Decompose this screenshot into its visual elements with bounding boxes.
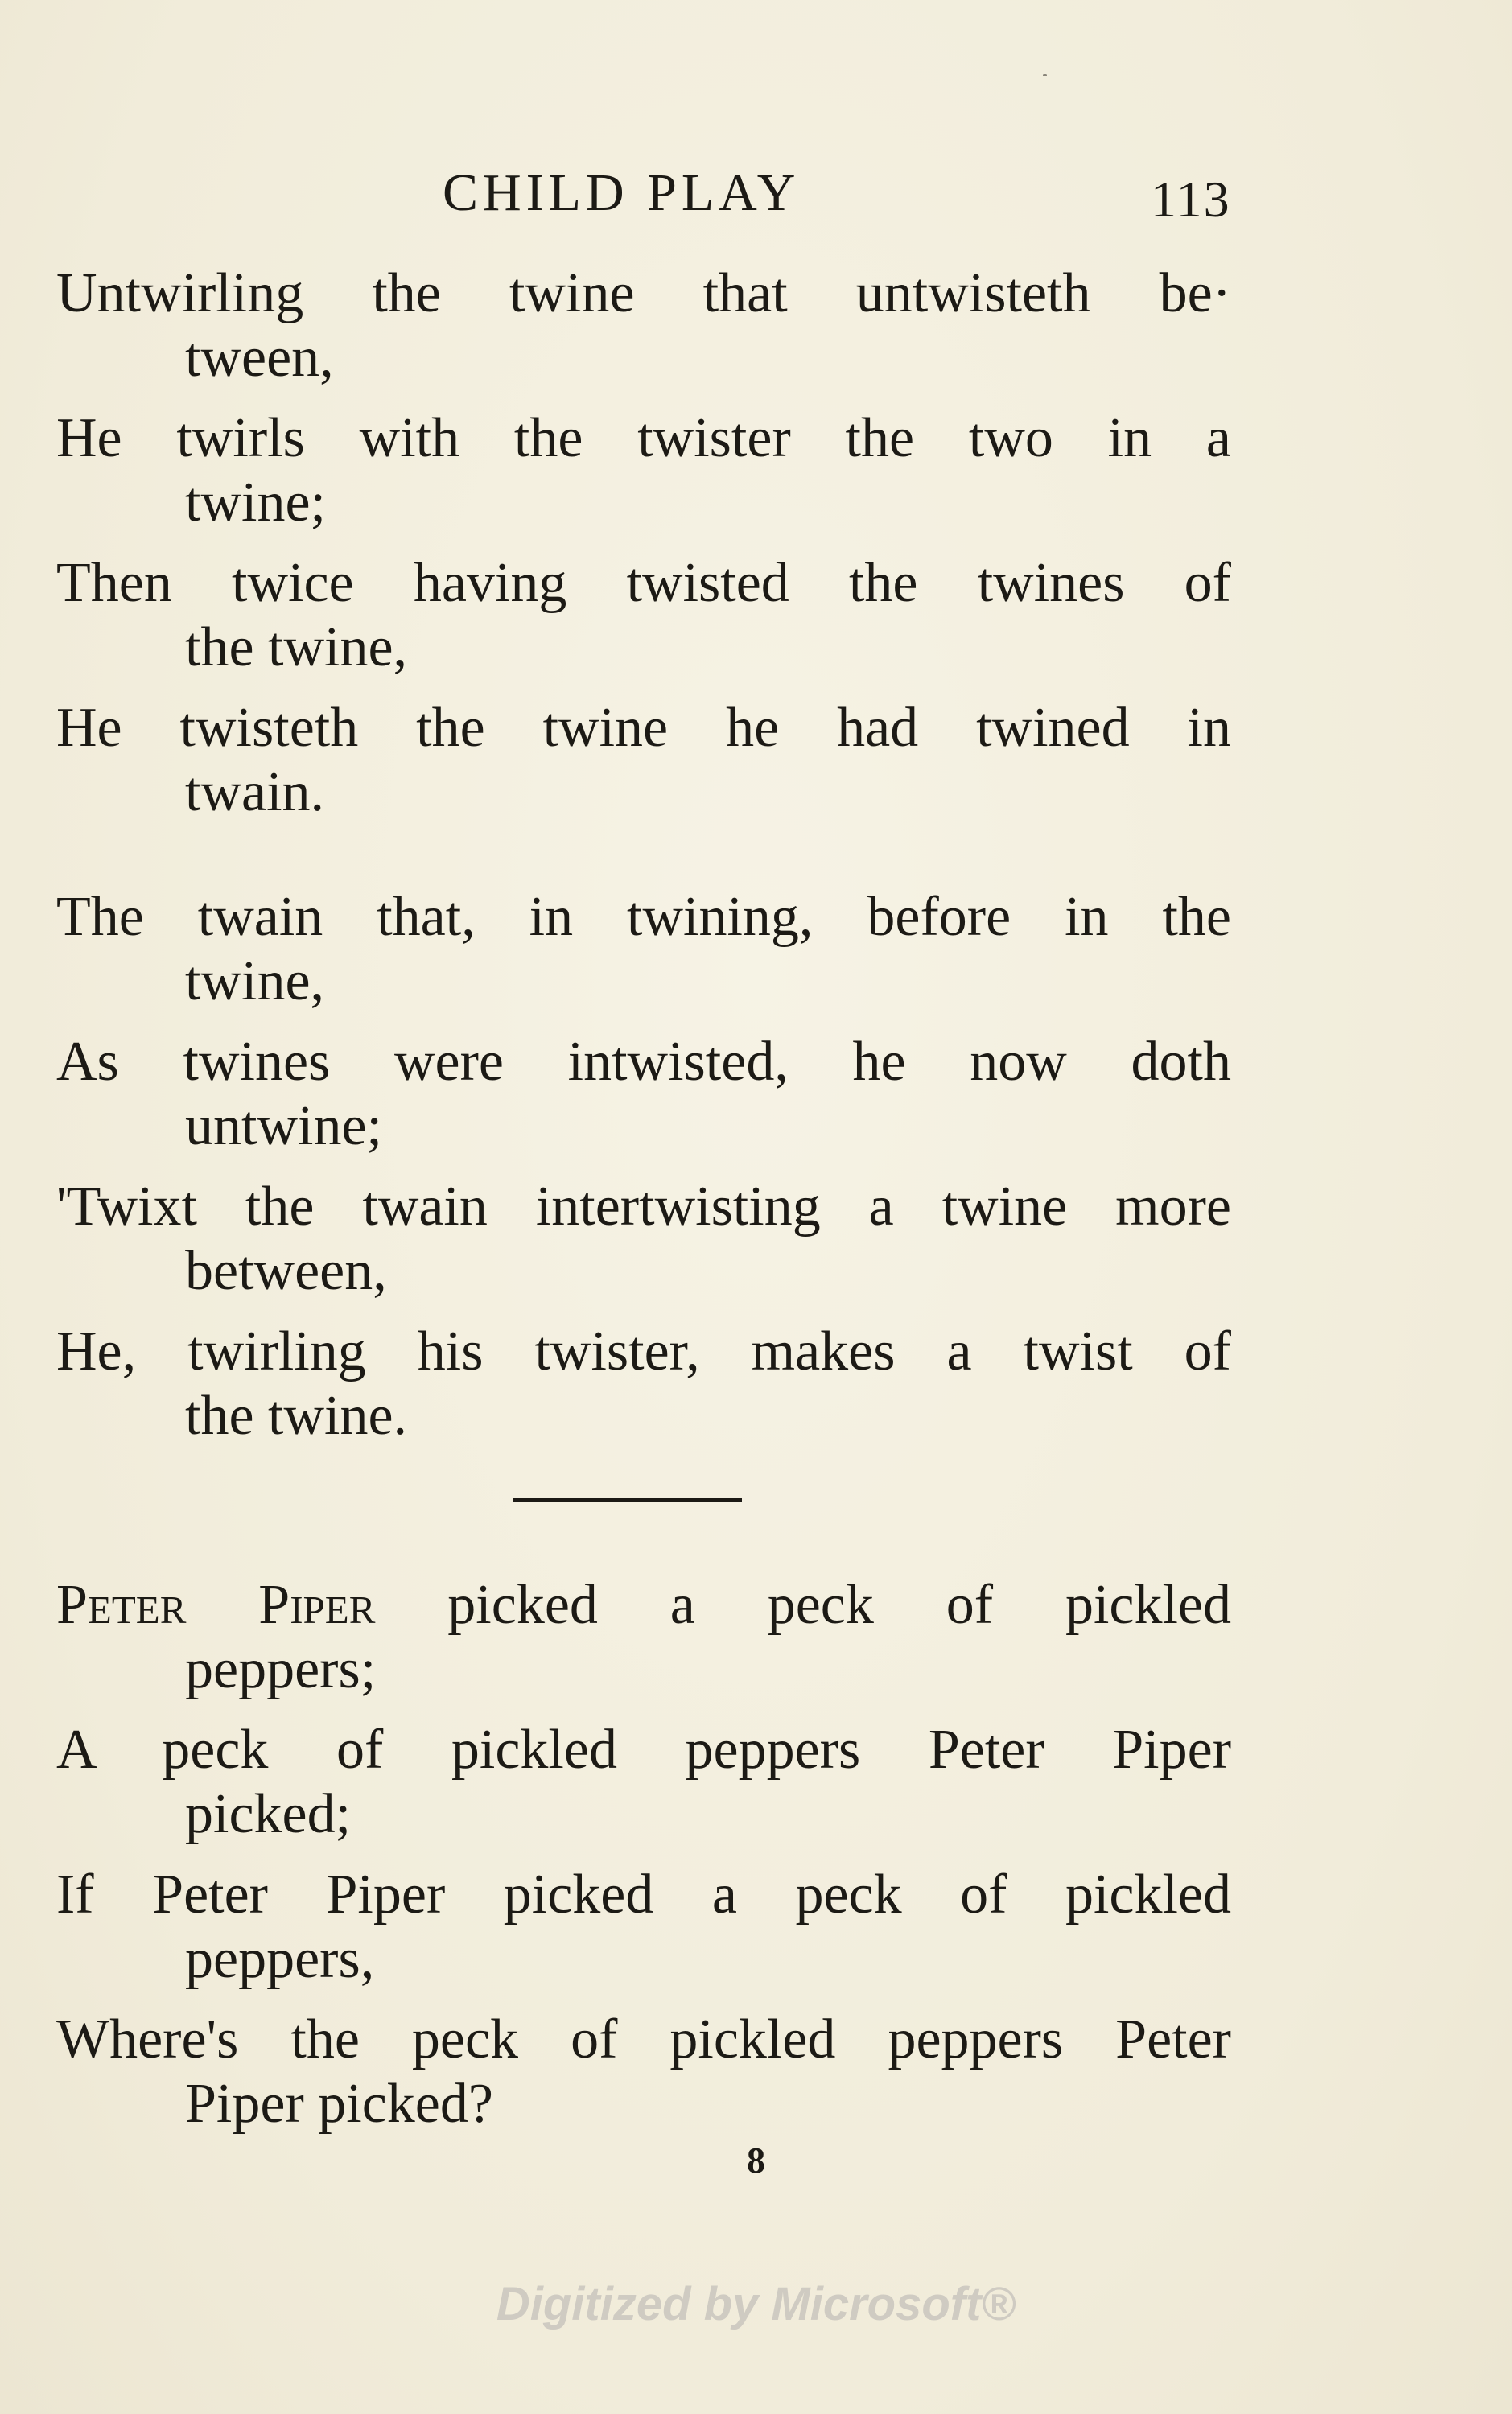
- verse-line-text: If Peter Piper picked a peck of pickled: [56, 1864, 1231, 1926]
- verse-line-continuation: between,: [185, 1240, 387, 1302]
- verse-line-continuation: the twine,: [185, 616, 408, 678]
- verse-line-continuation: the twine.: [185, 1385, 408, 1447]
- verse-line-text: Where's the peck of pickled peppers Peter: [56, 2008, 1231, 2070]
- verse-line: [56, 1030, 1231, 1159]
- verse-line-text: Then twice having twisted the twines of: [56, 552, 1231, 614]
- page-header: [0, 157, 1512, 229]
- stanza-3: [56, 1573, 1231, 2152]
- verse-line-text: [56, 1573, 1231, 1637]
- verse-line: [56, 1573, 1231, 1702]
- verse-line-continuation: peppers,: [185, 1928, 375, 1990]
- verse-line-remainder: picked a peck of pickled: [375, 1574, 1232, 1636]
- verse-line-text: He twirls with the twister the two in a: [56, 407, 1231, 469]
- verse-line-text: A peck of pickled peppers Peter Piper: [56, 1719, 1231, 1781]
- verse-line-continuation: Piper picked?: [185, 2073, 493, 2135]
- running-head: CHILD PLAY: [443, 163, 801, 222]
- verse-line: [56, 406, 1231, 535]
- verse-line-continuation: picked;: [185, 1783, 352, 1845]
- small-caps-name: Peter Piper: [56, 1574, 376, 1636]
- verse-line-text: He, twirling his twister, makes a twist of: [56, 1320, 1231, 1382]
- verse-line-text: Untwirling the twine that untwisteth be·: [56, 262, 1231, 324]
- verse-line: [56, 1718, 1231, 1847]
- verse-line: [56, 696, 1231, 825]
- verse-line-continuation: tween,: [185, 327, 334, 389]
- verse-line-text: The twain that, in twining, before in the: [56, 886, 1231, 948]
- verse-line-text: As twines were intwisted, he now doth: [56, 1031, 1231, 1093]
- ink-speck: [1043, 74, 1047, 76]
- stanza-1: [56, 262, 1231, 841]
- verse-line: [56, 1863, 1231, 1992]
- signature-mark: 8: [747, 2140, 765, 2181]
- digitization-watermark: Digitized by Microsoft®: [496, 2278, 1016, 2330]
- verse-line-continuation: peppers;: [185, 1638, 377, 1700]
- verse-line: [56, 2008, 1231, 2136]
- page-number: 113: [1151, 171, 1231, 228]
- verse-line-continuation: twain.: [185, 761, 325, 823]
- verse-line-text: 'Twixt the twain intertwisting a twine more: [56, 1176, 1231, 1238]
- verse-line: [56, 1175, 1231, 1304]
- verse-line: [56, 262, 1231, 390]
- verse-line: [56, 1320, 1231, 1448]
- verse-line: [56, 885, 1231, 1014]
- stanza-2: [56, 885, 1231, 1464]
- verse-line: [56, 551, 1231, 680]
- verse-line-continuation: twine,: [185, 950, 325, 1012]
- verse-line-continuation: untwine;: [185, 1095, 382, 1157]
- verse-line-continuation: twine;: [185, 472, 326, 533]
- section-divider: [513, 1498, 742, 1502]
- verse-line-text: He twisteth the twine he had twined in: [56, 697, 1231, 759]
